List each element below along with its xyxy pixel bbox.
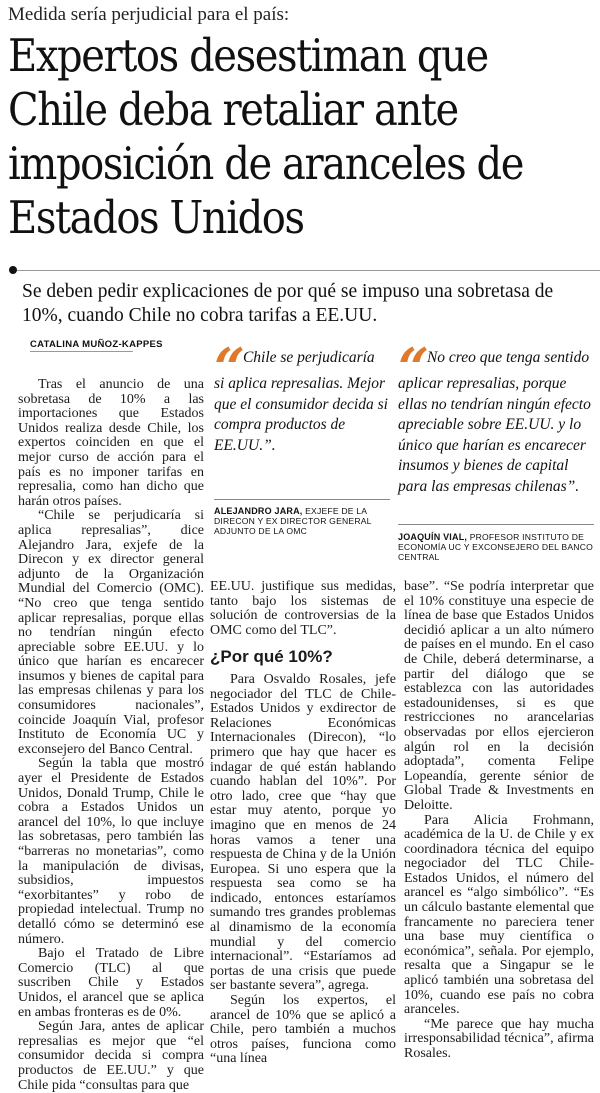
bullet-dot-icon: [9, 266, 17, 274]
section-heading: ¿Por qué 10%?: [210, 647, 333, 667]
divider: [17, 270, 600, 271]
paragraph: Para Osvaldo Rosales, jefe negociador del TLC de Chile-Estados Unidos y exdirector de Relaciones Económicas Internacionales (Direcon), “lo primero que hay que hacer es indagar de qué están hablando cuando hablan del 10%”. Por otro lado, cree que “hay que estar muy atento, porque yo imagino que en menos de 24 horas vamos a tener una respuesta de China y de la Unión Europea. Si uno espera que la respuesta sea como se ha indicado, entonces estaríamos sumando tres grandes problemas al dinamismo de la economía mundial y del comercio internacional”. “Estaríamos ad portas de una crisis que puede ser bastante severa”, agrega.: [210, 671, 396, 994]
quote-author-role: EXJEFE DE LA DIRECON Y EX DIRECTOR GENERAL ADJUNTO DE LA OMC: [214, 506, 372, 536]
paragraph: EE.UU. justifique sus medidas, tanto bajo los sistemas de solución de controversias de la OMC como del TLC”.: [210, 579, 396, 638]
paragraph: Tras el anuncio de una sobretasa de 10% a las importaciones que Estados Unidos realiza desde Chile, los expertos coinciden en que el mejor curso de acción para el país es no imponer tarifas en represalia, como han dicho que harán otros países.: [18, 377, 204, 509]
quote-attribution-vial: [398, 532, 594, 562]
quote-attribution-jara: [214, 506, 390, 536]
quote-author-name: ALEJANDRO JARA,: [214, 506, 303, 516]
quote-divider: [398, 524, 594, 525]
quote-author-role: PROFESOR INSTITUTO DE ECONOMÍA UC Y EXCONSEJERO DEL BANCO CENTRAL: [398, 532, 593, 562]
article-column-3: [404, 580, 594, 1062]
kicker: Medida sería perjudicial para el país:: [8, 4, 290, 25]
subheadline: Se deben pedir explicaciones de por qué se impuso una sobretasa de 10%, cuando Chile no cobra tarifas a EE.UU.: [22, 281, 554, 326]
pull-quote-jara: [214, 336, 388, 456]
paragraph: Según Jara, antes de aplicar represalias es mejor que “el consumidor decida si compra productos de EE.UU.” y que Chile pida “consultas para que: [18, 1019, 204, 1093]
headline: Expertos desestiman que Chile deba retaliar ante imposición de aranceles de Estados Unidos: [8, 31, 524, 244]
pull-quote-text: No creo que tenga sentido aplicar represalias, porque ellas no tendrían ningún efecto apreciable sobre EE.UU. y lo único que harían es encarecer insumos y bienes de capital para las empresas chilenas”.: [398, 349, 591, 495]
quote-mark-icon: “: [398, 336, 424, 400]
quote-author-name: JOAQUÍN VIAL,: [398, 532, 468, 542]
pull-quote-vial: [398, 336, 594, 497]
article-column-2: [210, 580, 396, 1067]
paragraph: Para Alicia Frohmann, académica de la U. de Chile y ex coordinadora técnica del equipo negociador del TLC Chile-Estados Unidos, el número del arancel es “algo simbólico”. “Es un cálculo bastante elemental que francamente no pareciera tener una base muy científica o económica”, señala. Por ejemplo, resalta que a Singapur se le aplicó también una sobretasa del 10%, cuando ese país no cobra aranceles.: [404, 812, 594, 1018]
quote-divider: [214, 499, 390, 500]
paragraph: Según los expertos, el arancel de 10% que se aplicó a Chile, pero también a muchos otros países, funciona como “una línea: [210, 993, 396, 1067]
byline-divider: [30, 351, 133, 352]
paragraph: Según la tabla que mostró ayer el Presidente de Estados Unidos, Donald Trump, Chile le cobra a Estados Unidos un arancel del 10%, lo que incluye las sobretasas, pero también las “barreras no monetarias”, como la manipulación de divisas, subsidios, impuestos “exorbitantes” y robo de propiedad intelectual. Trump no detalló cómo se determinó ese número.: [18, 756, 204, 947]
paragraph: “Chile se perjudicaría si aplica represalias”, dice Alejandro Jara, exjefe de la Direcon y ex director general adjunto de la Organización Mundial del Comercio (OMC). “No creo que tenga sentido aplicar represalias, porque ellas no tendrían ningún efecto apreciable sobre EE.UU. y lo único que harían es encarecer insumos y bienes de capital para las empresas chilenas y para los consumidores nacionales”, coincide Joaquín Vial, profesor Instituto de Economía UC y exconsejero del Banco Central.: [18, 508, 204, 757]
paragraph: “Me parece que hay mucha irresponsabilidad técnica”, afirma Rosales.: [404, 1016, 594, 1061]
byline: CATALINA MUÑOZ-KAPPES: [30, 339, 163, 350]
paragraph: base”. “Se podría interpretar que el 10% constituye una especie de línea de base que Estados Unidos decidió aplicar a un alto número de países en el mundo. En el caso de Chile, deberá determinarse, a partir del diálogo que se establezca con las autoridades estadounidenses, si es que restricciones no arancelarias observadas por ellos ejercieron algún rol en la decisión adoptada”, comenta Felipe Lopeandía, gerente sénior de Global Trade & Investments en Deloitte.: [404, 579, 594, 813]
article-column-1: [18, 378, 204, 1093]
pull-quote-text: Chile se perjudicaría si aplica represalias. Mejor que el consumidor decida si compra productos de EE.UU.”.: [214, 349, 388, 454]
paragraph: Bajo el Tratado de Libre Comercio (TLC) al que suscriben Chile y Estados Unidos, el arancel que se aplica en ambas fronteras es de 0%.: [18, 946, 204, 1020]
quote-mark-icon: “: [214, 336, 240, 400]
